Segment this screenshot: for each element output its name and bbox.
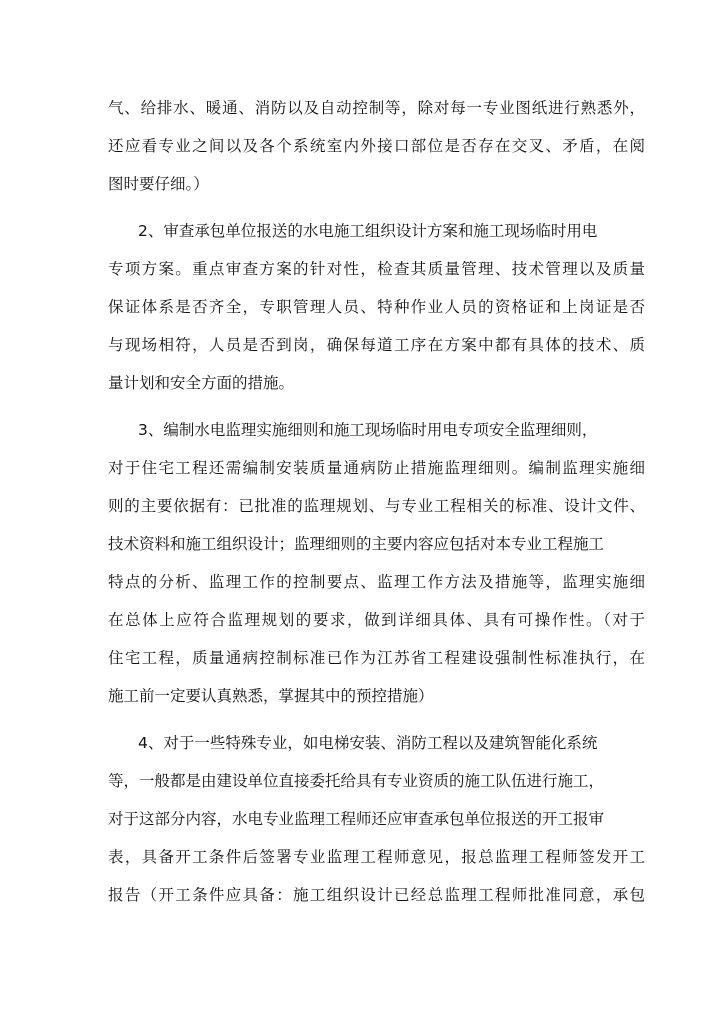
text-line: 表，具备开工条件后签署专业监理工程师意见，报总监理工程师签发开工 [108,848,645,866]
text-line: 施工前一定要认真熟悉，掌握其中的预控措施） [108,687,434,705]
text-line: 专项方案。重点审查方案的针对性，检查其质量管理、技术管理以及质量 [108,260,645,278]
paragraph-3 [108,411,645,715]
text-line: 3、编制水电监理实施细则和施工现场临时用电专项安全监理细则， [138,421,598,439]
text-line: 技术资料和施工组织设计；监理细则的主要内容应包括对本专业工程施工 [108,535,605,553]
text-line: 量计划和安全方面的措施。 [108,374,295,392]
text-line: 还应看专业之间以及各个系统室内外接口部位是否存在交叉、矛盾，在阅 [108,137,645,155]
text-line: 在总体上应符合监理规划的要求，做到详细具体、具有可操作性。（对于 [108,611,645,629]
text-line: 则的主要依据有：已批准的监理规划、与专业工程相关的标准、设计文件、 [108,497,645,515]
body-text [108,89,645,914]
text-line: 等，一般都是由建设单位直接委托给具有专业资质的施工队伍进行施工， [108,772,605,790]
text-line: 气、给排水、暖通、消防以及自动控制等，除对每一专业图纸进行熟悉外， [108,99,645,117]
paragraph-2 [108,212,645,402]
text-line: 住宅工程，质量通病控制标准已作为江苏省工程建设强制性标准执行，在 [108,649,645,667]
paragraph-4 [108,724,645,914]
text-line: 2、审查承包单位报送的水电施工组织设计方案和施工现场临时用电 [138,222,598,240]
text-line: 保证体系是否齐全，专职管理人员、特种作业人员的资格证和上岗证是否 [108,298,645,316]
text-line: 对于住宅工程还需编制安装质量通病防止措施监理细则。编制监理实施细 [108,459,645,477]
text-line: 图时要仔细。） [108,175,209,193]
text-line: 对于这部分内容，水电专业监理工程师还应审查承包单位报送的开工报审 [108,810,605,828]
text-line: 特点的分析、监理工作的控制要点、监理工作方法及措施等，监理实施细 [108,573,645,591]
text-line: 4、对于一些特殊专业，如电梯安装、消防工程以及建筑智能化系统 [138,734,598,752]
text-line: 与现场相符，人员是否到岗，确保每道工序在方案中都有具体的技术、质 [108,336,645,354]
paragraph-1 [108,89,645,203]
text-line: 报告（开工条件应具备：施工组织设计已经总监理工程师批准同意，承包 [108,886,645,904]
